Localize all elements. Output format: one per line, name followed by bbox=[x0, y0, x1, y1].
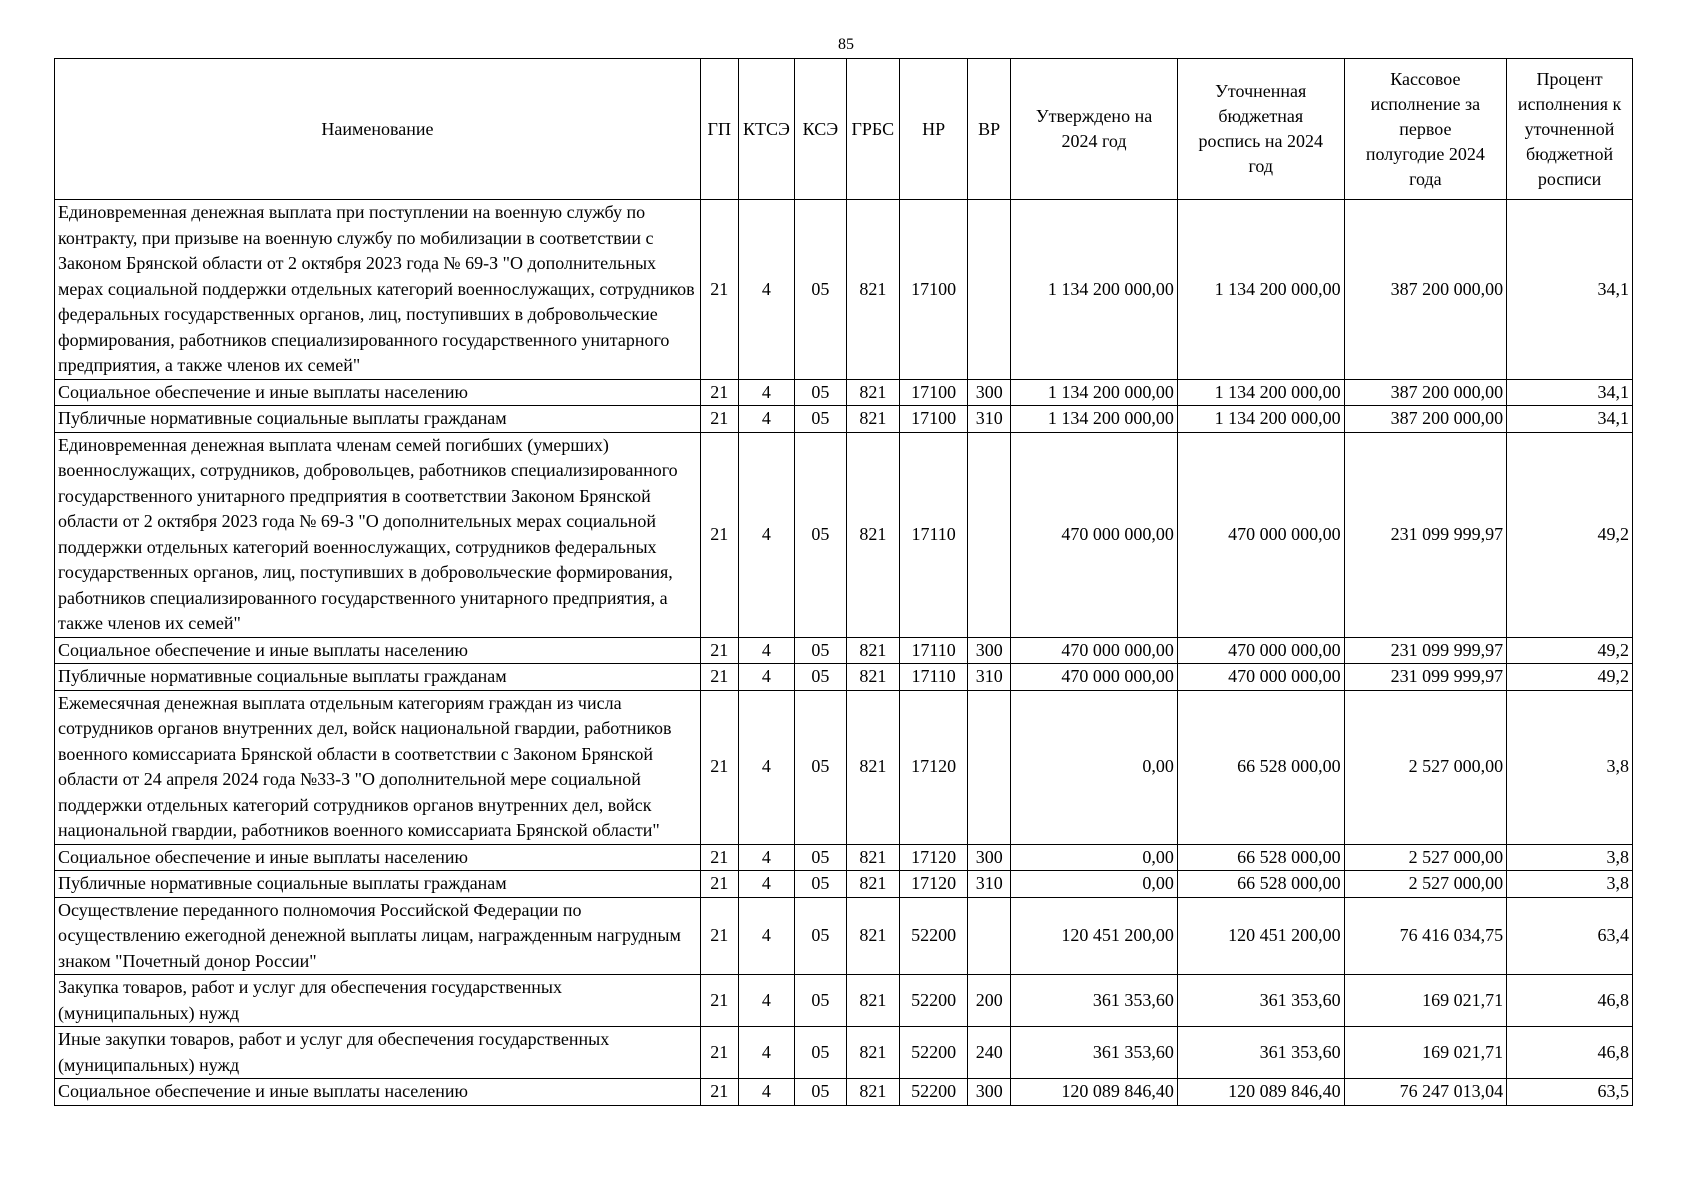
row-gp: 21 bbox=[700, 1079, 738, 1106]
row-kse: 05 bbox=[795, 200, 846, 380]
row-nr: 17120 bbox=[900, 690, 968, 844]
row-percent: 34,1 bbox=[1507, 200, 1633, 380]
row-nr: 17120 bbox=[900, 871, 968, 898]
row-name: Иные закупки товаров, работ и услуг для обеспечения государственных (муниципальных) нужд bbox=[55, 1027, 701, 1079]
row-name: Социальное обеспечение и иные выплаты населению bbox=[55, 379, 701, 406]
row-name: Публичные нормативные социальные выплаты гражданам bbox=[55, 664, 701, 691]
row-cash: 387 200 000,00 bbox=[1344, 406, 1507, 433]
row-name: Публичные нормативные социальные выплаты гражданам bbox=[55, 406, 701, 433]
row-percent: 63,4 bbox=[1507, 897, 1633, 975]
row-grbs: 821 bbox=[846, 406, 899, 433]
row-grbs: 821 bbox=[846, 897, 899, 975]
row-approved: 0,00 bbox=[1011, 871, 1178, 898]
row-vr: 300 bbox=[968, 637, 1011, 664]
row-vr: 310 bbox=[968, 664, 1011, 691]
header-grbs: ГРБС bbox=[846, 59, 899, 200]
row-ktse: 4 bbox=[738, 1027, 795, 1079]
row-name: Публичные нормативные социальные выплаты гражданам bbox=[55, 871, 701, 898]
row-cash: 387 200 000,00 bbox=[1344, 200, 1507, 380]
header-approved: Утверждено на 2024 год bbox=[1011, 59, 1178, 200]
row-approved: 120 089 846,40 bbox=[1011, 1079, 1178, 1106]
row-nr: 52200 bbox=[900, 975, 968, 1027]
row-gp: 21 bbox=[700, 637, 738, 664]
row-grbs: 821 bbox=[846, 637, 899, 664]
row-vr: 200 bbox=[968, 975, 1011, 1027]
table-row-10 bbox=[55, 897, 1633, 975]
row-vr: 240 bbox=[968, 1027, 1011, 1079]
row-nr: 17100 bbox=[900, 200, 968, 380]
page-number: 85 bbox=[838, 36, 854, 53]
row-vr bbox=[968, 897, 1011, 975]
row-name: Осуществление переданного полномочия Российской Федерации по осуществлению ежегодной денежной выплаты лицам, награжденным нагрудным знаком "Почетный донор России" bbox=[55, 897, 701, 975]
row-gp: 21 bbox=[700, 406, 738, 433]
row-kse: 05 bbox=[795, 844, 846, 871]
row-percent: 63,5 bbox=[1507, 1079, 1633, 1106]
row-percent: 49,2 bbox=[1507, 432, 1633, 637]
row-name: Социальное обеспечение и иные выплаты населению bbox=[55, 637, 701, 664]
row-gp: 21 bbox=[700, 897, 738, 975]
row-gp: 21 bbox=[700, 379, 738, 406]
row-percent: 49,2 bbox=[1507, 664, 1633, 691]
row-refined: 361 353,60 bbox=[1177, 975, 1344, 1027]
row-vr: 310 bbox=[968, 871, 1011, 898]
row-approved: 0,00 bbox=[1011, 844, 1178, 871]
row-kse: 05 bbox=[795, 975, 846, 1027]
row-name: Единовременная денежная выплата при поступлении на военную службу по контракту, при призыве на военную службу по мобилизации в соответствии с Законом Брянской области от 2 октября 2023 года № 69-З "О дополнительных мерах социальной поддержки отдельных категорий военнослужащих, сотрудников федеральных государственных органов, лиц, поступивших в добровольческие формирования, работников специализированного государственного унитарного предприятия, а также членов их семей" bbox=[55, 200, 701, 380]
row-nr: 52200 bbox=[900, 1027, 968, 1079]
row-nr: 17120 bbox=[900, 844, 968, 871]
table-row-7 bbox=[55, 690, 1633, 844]
row-kse: 05 bbox=[795, 897, 846, 975]
row-gp: 21 bbox=[700, 690, 738, 844]
row-cash: 387 200 000,00 bbox=[1344, 379, 1507, 406]
row-grbs: 821 bbox=[846, 844, 899, 871]
row-vr: 300 bbox=[968, 844, 1011, 871]
row-gp: 21 bbox=[700, 844, 738, 871]
row-ktse: 4 bbox=[738, 897, 795, 975]
row-kse: 05 bbox=[795, 379, 846, 406]
row-percent: 46,8 bbox=[1507, 1027, 1633, 1079]
row-vr bbox=[968, 200, 1011, 380]
row-ktse: 4 bbox=[738, 690, 795, 844]
row-grbs: 821 bbox=[846, 1027, 899, 1079]
row-nr: 17100 bbox=[900, 406, 968, 433]
table-row-12 bbox=[55, 1027, 1633, 1079]
row-cash: 76 247 013,04 bbox=[1344, 1079, 1507, 1106]
row-gp: 21 bbox=[700, 871, 738, 898]
row-approved: 1 134 200 000,00 bbox=[1011, 200, 1178, 380]
header-refined: Уточненная бюджетная роспись на 2024 год bbox=[1177, 59, 1344, 200]
row-cash: 76 416 034,75 bbox=[1344, 897, 1507, 975]
row-ktse: 4 bbox=[738, 664, 795, 691]
row-refined: 1 134 200 000,00 bbox=[1177, 406, 1344, 433]
row-vr: 300 bbox=[968, 379, 1011, 406]
row-nr: 52200 bbox=[900, 897, 968, 975]
row-nr: 17110 bbox=[900, 637, 968, 664]
row-cash: 2 527 000,00 bbox=[1344, 690, 1507, 844]
table-row-4 bbox=[55, 432, 1633, 637]
row-name: Единовременная денежная выплата членам семей погибших (умерших) военнослужащих, сотрудников, добровольцев, работников специализированного государственного унитарного предприятия в соответствии Законом Брянской области от 2 октября 2023 года № 69-З "О дополнительных мерах социальной поддержки отдельных категорий военнослужащих, сотрудников федеральных государственных органов, лиц, поступивших в добровольческие формирования, работников специализированного государственного унитарного предприятия, а также членов их семей" bbox=[55, 432, 701, 637]
row-approved: 120 451 200,00 bbox=[1011, 897, 1178, 975]
table-row-1 bbox=[55, 200, 1633, 380]
header-ktse: КТСЭ bbox=[738, 59, 795, 200]
row-percent: 3,8 bbox=[1507, 690, 1633, 844]
row-grbs: 821 bbox=[846, 1079, 899, 1106]
table-header-row bbox=[55, 59, 1633, 200]
row-ktse: 4 bbox=[738, 379, 795, 406]
row-refined: 470 000 000,00 bbox=[1177, 664, 1344, 691]
row-refined: 1 134 200 000,00 bbox=[1177, 200, 1344, 380]
row-approved: 361 353,60 bbox=[1011, 1027, 1178, 1079]
row-refined: 470 000 000,00 bbox=[1177, 432, 1344, 637]
row-kse: 05 bbox=[795, 690, 846, 844]
row-refined: 361 353,60 bbox=[1177, 1027, 1344, 1079]
row-ktse: 4 bbox=[738, 432, 795, 637]
header-nr: НР bbox=[900, 59, 968, 200]
row-refined: 66 528 000,00 bbox=[1177, 844, 1344, 871]
row-vr: 310 bbox=[968, 406, 1011, 433]
table-row-9 bbox=[55, 871, 1633, 898]
row-kse: 05 bbox=[795, 1079, 846, 1106]
row-gp: 21 bbox=[700, 975, 738, 1027]
row-grbs: 821 bbox=[846, 200, 899, 380]
table-row-6 bbox=[55, 664, 1633, 691]
row-ktse: 4 bbox=[738, 871, 795, 898]
row-cash: 169 021,71 bbox=[1344, 1027, 1507, 1079]
row-name: Социальное обеспечение и иные выплаты населению bbox=[55, 844, 701, 871]
row-cash: 169 021,71 bbox=[1344, 975, 1507, 1027]
row-approved: 361 353,60 bbox=[1011, 975, 1178, 1027]
row-cash: 2 527 000,00 bbox=[1344, 844, 1507, 871]
header-gp: ГП bbox=[700, 59, 738, 200]
row-kse: 05 bbox=[795, 406, 846, 433]
row-grbs: 821 bbox=[846, 871, 899, 898]
row-percent: 49,2 bbox=[1507, 637, 1633, 664]
row-grbs: 821 bbox=[846, 975, 899, 1027]
row-kse: 05 bbox=[795, 1027, 846, 1079]
row-approved: 470 000 000,00 bbox=[1011, 432, 1178, 637]
row-approved: 0,00 bbox=[1011, 690, 1178, 844]
row-percent: 34,1 bbox=[1507, 379, 1633, 406]
row-ktse: 4 bbox=[738, 1079, 795, 1106]
row-gp: 21 bbox=[700, 432, 738, 637]
row-vr bbox=[968, 432, 1011, 637]
row-percent: 3,8 bbox=[1507, 871, 1633, 898]
row-ktse: 4 bbox=[738, 975, 795, 1027]
row-name: Социальное обеспечение и иные выплаты населению bbox=[55, 1079, 701, 1106]
row-ktse: 4 bbox=[738, 844, 795, 871]
row-kse: 05 bbox=[795, 664, 846, 691]
row-vr: 300 bbox=[968, 1079, 1011, 1106]
header-vr: ВР bbox=[968, 59, 1011, 200]
row-refined: 120 089 846,40 bbox=[1177, 1079, 1344, 1106]
row-gp: 21 bbox=[700, 1027, 738, 1079]
row-grbs: 821 bbox=[846, 664, 899, 691]
row-ktse: 4 bbox=[738, 637, 795, 664]
row-refined: 66 528 000,00 bbox=[1177, 690, 1344, 844]
row-ktse: 4 bbox=[738, 200, 795, 380]
row-grbs: 821 bbox=[846, 432, 899, 637]
row-refined: 120 451 200,00 bbox=[1177, 897, 1344, 975]
row-kse: 05 bbox=[795, 432, 846, 637]
row-kse: 05 bbox=[795, 871, 846, 898]
row-name: Закупка товаров, работ и услуг для обеспечения государственных (муниципальных) нужд bbox=[55, 975, 701, 1027]
row-gp: 21 bbox=[700, 664, 738, 691]
row-approved: 470 000 000,00 bbox=[1011, 664, 1178, 691]
table-row-3 bbox=[55, 406, 1633, 433]
row-refined: 470 000 000,00 bbox=[1177, 637, 1344, 664]
row-nr: 17110 bbox=[900, 432, 968, 637]
row-percent: 34,1 bbox=[1507, 406, 1633, 433]
row-refined: 66 528 000,00 bbox=[1177, 871, 1344, 898]
row-nr: 17110 bbox=[900, 664, 968, 691]
row-grbs: 821 bbox=[846, 690, 899, 844]
row-percent: 3,8 bbox=[1507, 844, 1633, 871]
row-nr: 17100 bbox=[900, 379, 968, 406]
row-cash: 231 099 999,97 bbox=[1344, 664, 1507, 691]
row-approved: 470 000 000,00 bbox=[1011, 637, 1178, 664]
row-name: Ежемесячная денежная выплата отдельным категориям граждан из числа сотрудников органов внутренних дел, войск национальной гвардии, работников военного комиссариата Брянской области в соответствии с Законом Брянской области от 24 апреля 2024 года №33-З "О дополнительной мере социальной поддержки отдельных категорий сотрудников органов внутренних дел, войск национальной гвардии, работников военного комиссариата Брянской области" bbox=[55, 690, 701, 844]
row-grbs: 821 bbox=[846, 379, 899, 406]
row-cash: 231 099 999,97 bbox=[1344, 432, 1507, 637]
table-row-13 bbox=[55, 1079, 1633, 1106]
row-kse: 05 bbox=[795, 637, 846, 664]
budget-table bbox=[54, 58, 1633, 1106]
table-row-8 bbox=[55, 844, 1633, 871]
table-row-5 bbox=[55, 637, 1633, 664]
header-cash: Кассовое исполнение за первое полугодие 2024 года bbox=[1344, 59, 1507, 200]
row-vr bbox=[968, 690, 1011, 844]
row-ktse: 4 bbox=[738, 406, 795, 433]
row-percent: 46,8 bbox=[1507, 975, 1633, 1027]
row-cash: 231 099 999,97 bbox=[1344, 637, 1507, 664]
header-name: Наименование bbox=[55, 59, 701, 200]
table-row-2 bbox=[55, 379, 1633, 406]
row-nr: 52200 bbox=[900, 1079, 968, 1106]
row-approved: 1 134 200 000,00 bbox=[1011, 379, 1178, 406]
row-approved: 1 134 200 000,00 bbox=[1011, 406, 1178, 433]
row-gp: 21 bbox=[700, 200, 738, 380]
header-kse: КСЭ bbox=[795, 59, 846, 200]
row-refined: 1 134 200 000,00 bbox=[1177, 379, 1344, 406]
row-cash: 2 527 000,00 bbox=[1344, 871, 1507, 898]
header-percent: Процент исполнения к уточненной бюджетной росписи bbox=[1507, 59, 1633, 200]
table-row-11 bbox=[55, 975, 1633, 1027]
